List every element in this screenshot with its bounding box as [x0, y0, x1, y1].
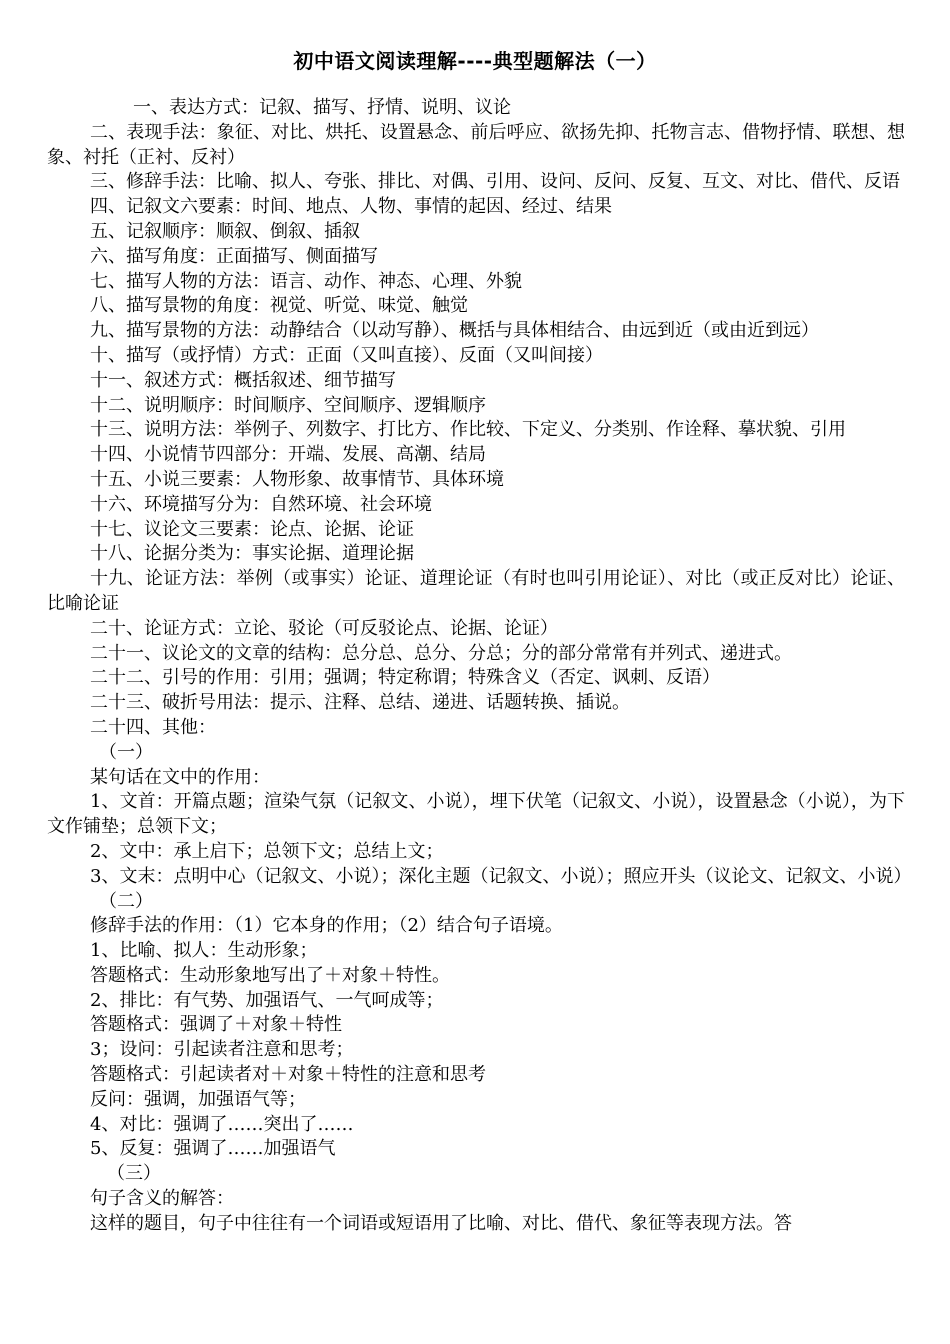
paragraph-3: 三、修辞手法：比喻、拟人、夸张、排比、对偶、引用、设问、反问、反复、互文、对比、借代、反语 — [90, 171, 900, 193]
paragraph-37: 答题格式：引起读者对＋对象＋特性的注意和思考 — [90, 1064, 486, 1086]
section-marker-2: （二） — [99, 890, 153, 912]
paragraph-16: 十六、环境描写分为：自然环境、社会环境 — [90, 493, 432, 515]
paragraph-32: 1、比喻、拟人：生动形象； — [90, 940, 318, 962]
paragraph-13: 十三、说明方法：举例子、列数字、打比方、作比较、下定义、分类别、作诠释、摹状貌、引用 — [90, 419, 846, 441]
paragraph-24: 二十四、其他： — [90, 716, 216, 738]
paragraph-6: 六、描写角度：正面描写、侧面描写 — [90, 245, 378, 267]
paragraph-9: 九、描写景物的方法：动静结合（以动写静）、概括与具体相结合、由远到近（或由近到远） — [90, 320, 819, 342]
paragraph-40: 5、反复：强调了……加强语气 — [90, 1138, 336, 1160]
paragraph-19: 十九、论证方法：举例（或事实）论证、道理论证（有时也叫引用论证）、对比（或正反对比）论证、比喻论证 — [47, 568, 905, 614]
paragraph-39: 4、对比：强调了……突出了…… — [90, 1113, 354, 1135]
paragraph-34: 2、排比：有气势、加强语气、一气呵成等； — [90, 989, 444, 1011]
paragraph-15: 十五、小说三要素：人物形象、故事情节、具体环境 — [90, 468, 504, 490]
paragraph-21: 二十一、议论文的文章的结构：总分总、总分、分总；分的部分常常有并列式、递进式。 — [90, 642, 792, 664]
section-marker-1: （一） — [99, 741, 153, 763]
paragraph-23: 二十三、破折号用法：提示、注释、总结、递进、话题转换、插说。 — [90, 692, 630, 714]
paragraph-12: 十二、说明顺序：时间顺序、空间顺序、逻辑顺序 — [90, 394, 486, 416]
paragraph-14: 十四、小说情节四部分：开端、发展、高潮、结局 — [90, 444, 486, 466]
paragraph-38: 反问：强调，加强语气等； — [90, 1088, 306, 1110]
paragraph-2: 二、表现手法：象征、对比、烘托、设置悬念、前后呼应、欲扬先抑、托物言志、借物抒情、联想、想象、衬托（正衬、反衬） — [47, 121, 905, 168]
section-marker-3: （三） — [107, 1163, 161, 1185]
paragraph-20: 二十、论证方式：立论、驳论（可反驳论点、论据、论证） — [90, 617, 558, 639]
paragraph-31: 修辞手法的作用：（1）它本身的作用；（2）结合句子语境。 — [90, 915, 563, 937]
paragraph-33: 答题格式：生动形象地写出了＋对象＋特性。 — [90, 964, 450, 986]
paragraph-26: 某句话在文中的作用： — [90, 766, 270, 788]
paragraph-35: 答题格式：强调了＋对象＋特性 — [90, 1014, 342, 1036]
paragraph-7: 七、描写人物的方法：语言、动作、神态、心理、外貌 — [90, 270, 522, 292]
paragraph-36: 3；设问：引起读者注意和思考； — [90, 1039, 354, 1061]
paragraph-29: 3、文末：点明中心（记叙文、小说）；深化主题（记叙文、小说）；照应开头（议论文、记叙文、小说） — [90, 865, 912, 887]
paragraph-43: 这样的题目，句子中往往有一个词语或短语用了比喻、对比、借代、象征等表现方法。答 — [90, 1212, 792, 1234]
document-title: 初中语文阅读理解----典型题解法（一） — [293, 49, 657, 73]
paragraph-27: 1、文首：开篇点题；渲染气氛（记叙文、小说），埋下伏笔（记叙文、小说），设置悬念（小说），为下文作铺垫；总领下文； — [47, 791, 905, 838]
paragraph-8: 八、描写景物的角度：视觉、听觉、味觉、触觉 — [90, 295, 468, 317]
paragraph-10: 十、描写（或抒情）方式：正面（又叫直接）、反面（又叫间接） — [90, 344, 603, 366]
document-body — [47, 96, 912, 1237]
paragraph-1: 一、表达方式：记叙、描写、抒情、说明、议论 — [133, 97, 511, 118]
paragraph-17: 十七、议论文三要素：论点、论据、论证 — [90, 518, 414, 540]
paragraph-4: 四、记叙文六要素：时间、地点、人物、事情的起因、经过、结果 — [90, 196, 612, 218]
paragraph-18: 十八、论据分类为：事实论据、道理论据 — [90, 543, 414, 565]
paragraph-5: 五、记叙顺序：顺叙、倒叙、插叙 — [90, 220, 360, 242]
paragraph-11: 十一、叙述方式：概括叙述、细节描写 — [90, 369, 396, 391]
paragraph-42: 句子含义的解答： — [90, 1188, 234, 1210]
paragraph-22: 二十二、引号的作用：引用；强调；特定称谓；特殊含义（否定、讽刺、反语） — [90, 667, 720, 689]
paragraph-28: 2、文中：承上启下；总领下文；总结上文； — [90, 840, 444, 862]
